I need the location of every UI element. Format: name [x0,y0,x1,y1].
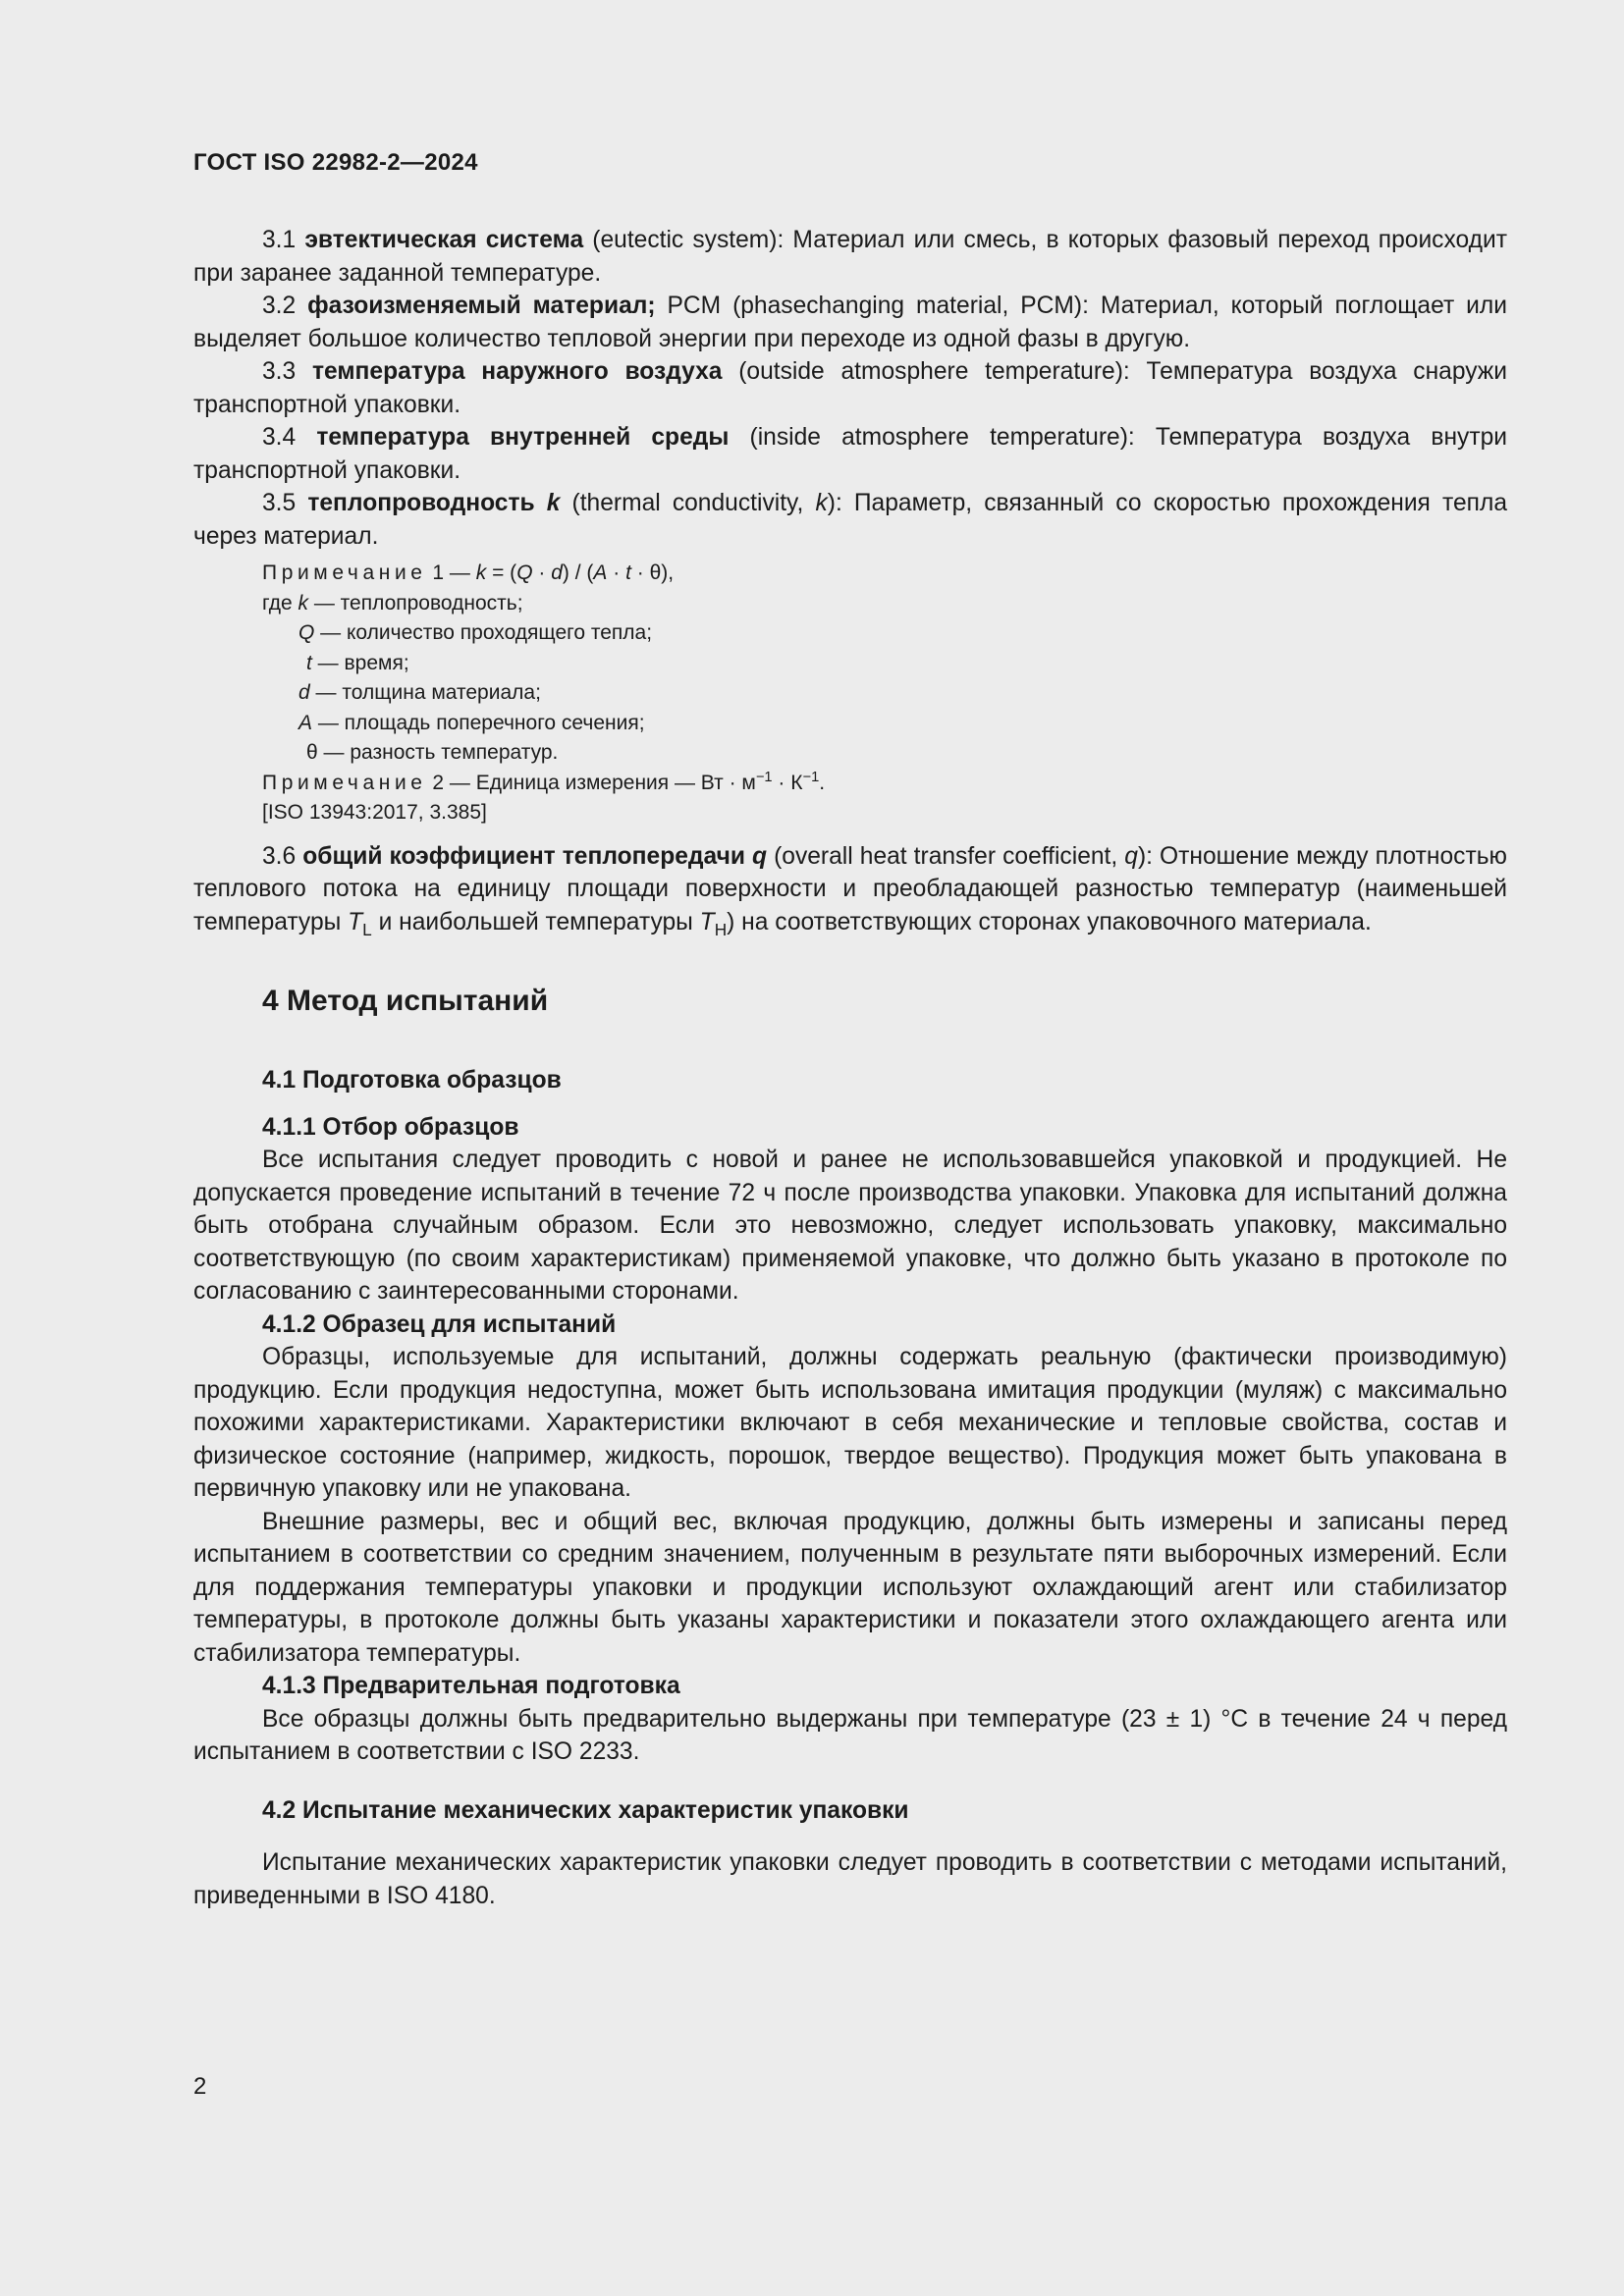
subscript: L [362,919,372,939]
symbol-q: Q [298,621,315,644]
term-number: 3.4 [262,424,317,451]
note-text: · К [772,771,803,794]
term-name: фазоизменяемый материал; [307,293,656,319]
paragraph-4-1-2-a: Образцы, используемые для испытаний, должны содержать реальную (фактически производимую) продукцию. Если продукция недоступна, может быть использована имитация продукции (муляж) с максимально похожими характеристиками. Характеристики включают в себя механические и тепловые свойства, состав и физическое состояние (например, жидкость, порошок, твердое вещество). Продукция может быть упакована в первичную упаковку или не упакована. [193,1344,1507,1502]
formula-a: A [593,561,608,584]
symbol-t-high: T [699,908,715,935]
formula-part: = ( [486,561,517,584]
formula-q: Q [516,561,533,584]
term-name: общий коэффициент теплопередачи [302,842,753,870]
term-definition-part: (thermal conductivity, [560,490,816,516]
term-name: эвтектическая система [304,227,584,253]
where-label: где [262,591,298,614]
formula-part: ) / ( [562,561,594,584]
note-1-formula [262,559,1507,589]
page-content [193,224,1507,1912]
term-3-3 [193,355,1507,421]
term-number: 3.5 [262,490,308,516]
term-definition-part: и наибольшей температуры [371,908,700,935]
section-4-1-3-heading: 4.1.3 Предварительная подготовка [262,1673,680,1699]
note-text: 2 — Единица измерения — Вт · м [426,771,756,794]
symbol-t: t [306,651,312,674]
term-3-6 [193,840,1507,939]
term-3-2 [193,290,1507,355]
where-d [262,678,1507,709]
term-number: 3.6 [262,842,303,870]
term-symbol-inline: k [815,490,828,516]
term-name: теплопроводность [307,490,547,516]
symbol-desc: — толщина материала; [309,681,541,704]
symbol-desc: — время; [311,651,409,674]
note-text: . [819,771,826,794]
section-4-1-2-heading: 4.1.2 Образец для испытаний [262,1310,617,1338]
spacer [193,828,1507,840]
section-4-heading: 4 Метод испытаний [262,985,549,1017]
term-symbol: k [546,490,561,516]
term-name: температура наружного воздуха [311,358,723,385]
where-t [262,649,1507,679]
term-definition: (eutectic system): Материал или смесь, в которых фазовый переход происходит при заранее заданной температуре. [193,227,1507,287]
formula-k: k [475,561,487,584]
symbol-desc: — площадь поперечного сечения; [312,711,645,734]
term-definition: (inside atmosphere temperature): Температура воздуха внутри транспортной упаковки. [193,424,1507,484]
note-label: Примечание [262,771,427,794]
exponent: −1 [755,769,773,785]
formula-part: · [607,561,626,584]
term-definition: (outside atmosphere temperature): Температура воздуха снаружи транспортной упаковки. [193,358,1507,418]
term-3-1 [193,224,1507,290]
where-q [262,618,1507,649]
term-definition-part: ): Параметр, связанный со скоростью прохождения тепла через материал. [193,490,1507,550]
term-symbol-inline: q [1124,842,1138,870]
page-number: 2 [193,2073,207,2100]
section-4-2-heading: 4.2 Испытание механических характеристик упаковки [262,1796,909,1824]
where-theta: θ — разность температур. [306,741,559,764]
note-2-unit [262,769,1507,799]
term-number: 3.3 [262,358,312,385]
term-definition-part: ): Отношение между плотностью теплового потока на единицу площади поверхности и преобладающей разностью температур (наименьшей температуры [193,842,1507,935]
subscript: H [714,919,728,939]
term-definition: PCM (phasechanging material, PCM): Материал, который поглощает или выделяет большое количество тепловой энергии при переходе из одной фазы в другую. [193,293,1507,352]
term-3-5 [193,487,1507,553]
term-definition-part: (overall heat transfer coefficient, [767,842,1125,870]
source-reference: [ISO 13943:2017, 3.385] [262,801,487,824]
section-4-1-heading: 4.1 Подготовка образцов [262,1067,562,1094]
term-number: 3.2 [262,293,308,319]
paragraph-4-2: Испытание механических характеристик упаковки следует проводить в соответствии с методами испытаний, приведенными в ISO 4180. [193,1849,1507,1909]
exponent: −1 [802,769,820,785]
term-name: температура внутренней среды [316,424,730,451]
symbol-desc: — количество проходящего тепла; [314,621,653,644]
term-number: 3.1 [262,227,305,253]
formula-t: t [625,561,631,584]
section-4-1-1-heading: 4.1.1 Отбор образцов [262,1113,519,1141]
document-code-header: ГОСТ ISO 22982-2—2024 [193,149,478,176]
paragraph-4-1-3: Все образцы должны быть предварительно выдержаны при температуре (23 ± 1) °C в течение 24 ч перед испытанием в соответствии с ISO 2233. [193,1705,1507,1765]
symbol-desc: — теплопроводность; [307,591,523,614]
note-label: Примечание [262,561,427,584]
term-definition-part: ) на соответствующих сторонах упаковочного материала. [727,908,1372,935]
formula-part: · θ), [630,561,675,584]
symbol-t-low: T [348,908,363,935]
formula-d: d [551,561,563,584]
paragraph-4-1-1: Все испытания следует проводить с новой и ранее не использовавшейся упаковкой и продукцией. Не допускается проведение испытаний в течение 72 ч после производства упаковки. Упаковка для испытаний должна быть отобрана случайным образом. Если это невозможно, следует использовать упаковку, максимально соответствующую (по своим характеристикам) применяемой упаковке, что должно быть указано в протоколе по согласованию с заинтересованными сторонами. [193,1147,1507,1305]
symbol-d: d [298,681,310,704]
where-a [262,709,1507,739]
formula-part: · [532,561,552,584]
term-3-4 [193,421,1507,487]
term-symbol: q [752,842,768,870]
symbol-a: A [298,711,313,734]
where-k [262,589,1507,619]
note-block [193,559,1507,828]
symbol-k: k [298,591,308,614]
note-number: 1 — [426,561,476,584]
paragraph-4-1-2-b: Внешние размеры, вес и общий вес, включая продукцию, должны быть измерены и записаны перед испытанием в соответствии со средним значением, полученным в результате пяти выборочных измерений. Если для поддержания температуры упаковки и продукции используют охлаждающий агент или стабилизатор температуры, в протоколе должны быть указаны характеристики и показатели этого охлаждающего агента или стабилизатора температуры. [193,1508,1507,1667]
